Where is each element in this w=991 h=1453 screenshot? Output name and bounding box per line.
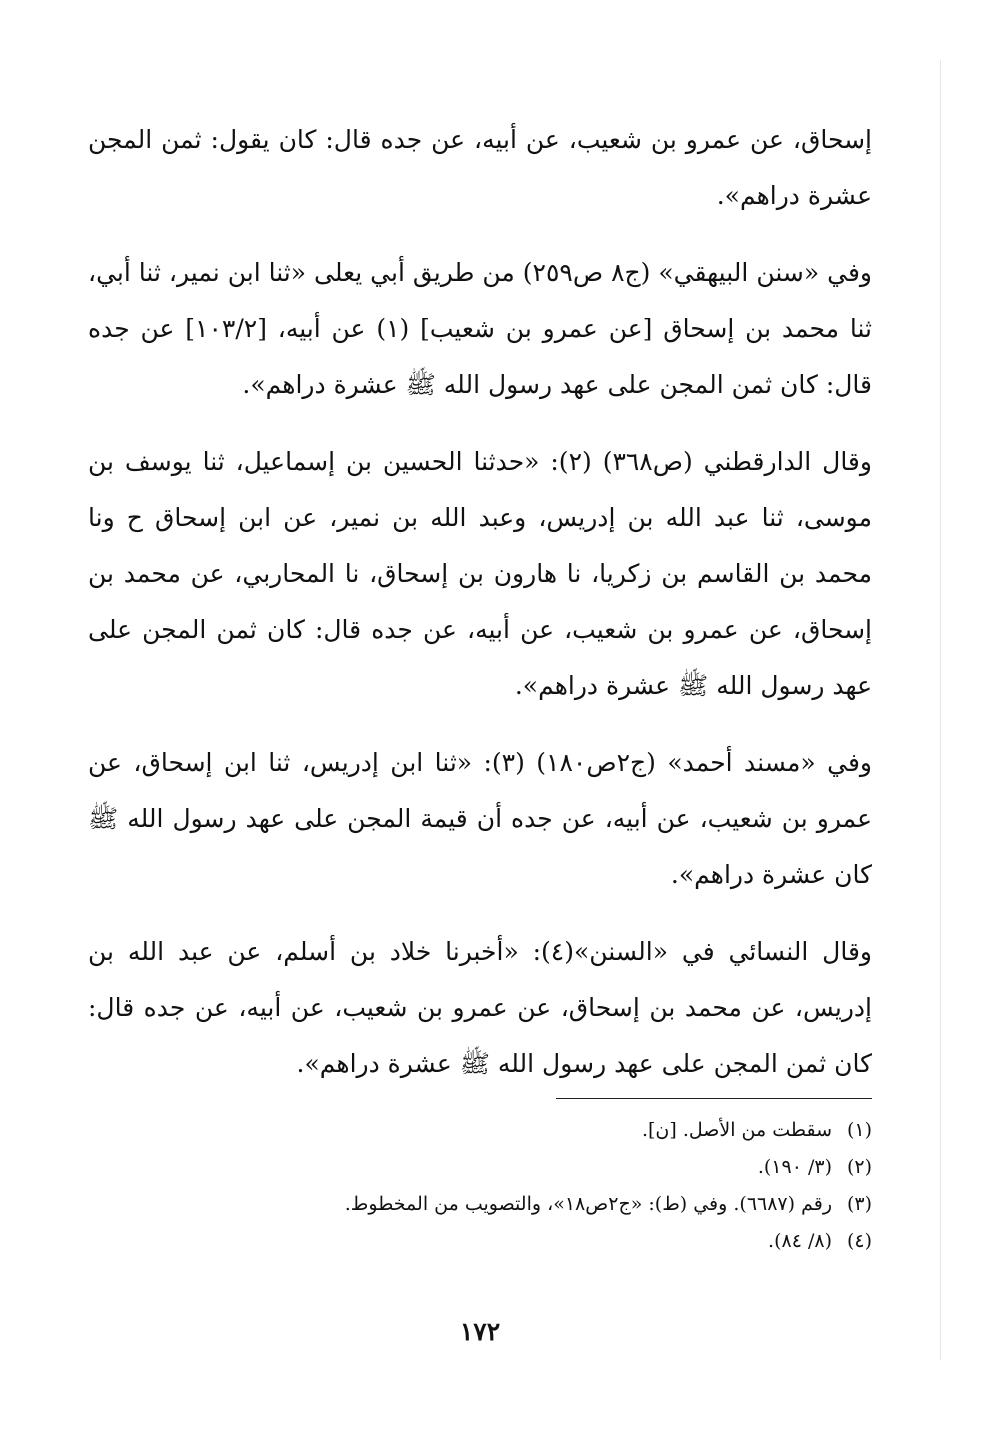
paragraph-1: إسحاق، عن عمرو بن شعيب، عن أبيه، عن جده قال: كان يقول: ثمن المجن عشرة دراهم». [88, 125, 872, 210]
footnote-item [88, 1149, 872, 1186]
footnote-text: (٨/ ٨٤). [768, 1230, 832, 1252]
footnote-number: (٣) [846, 1193, 872, 1215]
document-page [88, 112, 872, 1372]
paragraph-3: وقال الدارقطني (ص٣٦٨) (٢): «حدثنا الحسين بن إسماعيل، ثنا يوسف بن موسى، ثنا عبد الله بن إدريس، وعبد الله بن نمير، عن ابن إسحاق ح ونا محمد بن القاسم بن زكريا، نا هارون بن إسحاق، نا المحاربي، عن محمد بن إسحاق، عن عمرو بن شعيب، عن أبيه، عن جده قال: كان ثمن المجن على عهد رسول الله ﷺ عشرة دراهم». [88, 447, 872, 700]
scan-edge-line [940, 60, 941, 1360]
footnote-text: رقم (٦٦٨٧). وفي (ط): «ج٢ص١٨»، والتصويب من المخطوط. [344, 1193, 832, 1215]
footnote-number: (٤) [846, 1230, 872, 1252]
footnote-text: سقطت من الأصل. [ن]. [641, 1119, 832, 1141]
footnotes-list [88, 1112, 872, 1260]
paragraph-4: وفي «مسند أحمد» (ج٢ص١٨٠) (٣): «ثنا ابن إدريس، ثنا ابن إسحاق، عن عمرو بن شعيب، عن أبيه، عن جده أن قيمة المجن على عهد رسول الله ﷺ كان عشرة دراهم». [88, 748, 872, 889]
body-text [88, 112, 872, 1092]
footnote-item [88, 1223, 872, 1260]
footnote-item [88, 1186, 872, 1223]
footnote-number: (٢) [846, 1156, 872, 1178]
page-number: ١٧٢ [459, 1317, 501, 1346]
paragraph-2: وفي «سنن البيهقي» (ج٨ ص٢٥٩) من طريق أبي يعلى «ثنا ابن نمير، ثنا أبي، ثنا محمد بن إسحاق [عن عمرو بن شعيب] (١) عن أبيه، [١٠٣/٢] عن جده قال: كان ثمن المجن على عهد رسول الله ﷺ عشرة دراهم». [88, 258, 872, 399]
footnote-text: (٣/ ١٩٠). [757, 1156, 832, 1178]
footnote-separator [556, 1098, 872, 1099]
footnote-item [88, 1112, 872, 1149]
footnote-number: (١) [846, 1119, 872, 1141]
paragraph-5: وقال النسائي في «السنن»(٤): «أخبرنا خلاد بن أسلم، عن عبد الله بن إدريس، عن محمد بن إسحاق، عن عمرو بن شعيب، عن أبيه، عن جده قال: كان ثمن المجن على عهد رسول الله ﷺ عشرة دراهم». [88, 937, 872, 1078]
